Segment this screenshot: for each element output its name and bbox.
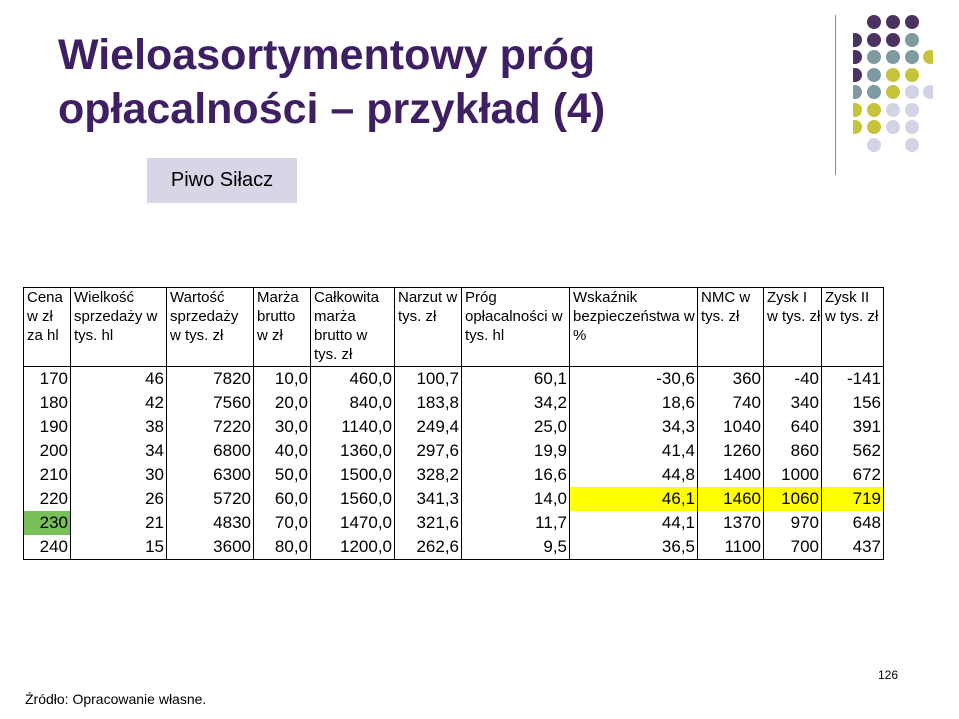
table-cell: 297,6 <box>395 439 462 463</box>
table-cell: 42 <box>71 391 167 415</box>
table-cell: 16,6 <box>462 463 570 487</box>
title-line-2: opłacalności – przykład (4) <box>58 85 606 133</box>
table-row <box>24 415 884 439</box>
dot <box>886 103 900 117</box>
dot <box>905 33 919 47</box>
table-cell: 1400 <box>698 463 764 487</box>
table-cell: 190 <box>24 415 71 439</box>
dot <box>886 50 900 64</box>
table-cell: 460,0 <box>311 367 395 392</box>
table-cell: 34,2 <box>462 391 570 415</box>
dot <box>853 68 862 82</box>
table-cell: 1100 <box>698 535 764 560</box>
dot <box>905 50 919 64</box>
table-row <box>24 391 884 415</box>
table-cell: 7560 <box>167 391 254 415</box>
dot <box>867 138 881 152</box>
table-cell: 840,0 <box>311 391 395 415</box>
dot <box>867 50 881 64</box>
dot <box>853 50 862 64</box>
table-cell: 20,0 <box>254 391 311 415</box>
page-number: 126 <box>878 668 899 682</box>
table-cell: 1040 <box>698 415 764 439</box>
table-cell: 26 <box>71 487 167 511</box>
table-cell: 6300 <box>167 463 254 487</box>
table-cell: 34,3 <box>570 415 698 439</box>
data-table <box>23 287 884 560</box>
title-line-1: Wieloasortymentowy próg <box>58 31 596 79</box>
table-cell: 50,0 <box>254 463 311 487</box>
column-header-profit-2: Zysk II w tys. zł <box>822 288 884 367</box>
table-row <box>24 439 884 463</box>
table-cell: 60,0 <box>254 487 311 511</box>
table-cell: 14,0 <box>462 487 570 511</box>
table-cell: 3600 <box>167 535 254 560</box>
table-cell: 80,0 <box>254 535 311 560</box>
table-cell: 100,7 <box>395 367 462 392</box>
table-cell: 44,8 <box>570 463 698 487</box>
decorative-dot-grid <box>853 12 933 162</box>
dot <box>867 33 881 47</box>
table-cell: 860 <box>764 439 822 463</box>
dot <box>905 103 919 117</box>
table-cell: -30,6 <box>570 367 698 392</box>
table-cell: 36,5 <box>570 535 698 560</box>
table-cell: 44,1 <box>570 511 698 535</box>
table-cell: 10,0 <box>254 367 311 392</box>
table-cell: 15 <box>71 535 167 560</box>
dot <box>905 68 919 82</box>
table-cell: 34 <box>71 439 167 463</box>
table-cell: 30 <box>71 463 167 487</box>
dot <box>867 15 881 29</box>
table-cell: 1560,0 <box>311 487 395 511</box>
table-cell: -141 <box>822 367 884 392</box>
table-cell-highlighted: 719 <box>822 487 884 511</box>
column-header-total-gross-margin: Całkowita marża brutto w tys. zł <box>311 288 395 367</box>
table-cell: 6800 <box>167 439 254 463</box>
dot <box>905 15 919 29</box>
dot <box>886 15 900 29</box>
table-cell: 700 <box>764 535 822 560</box>
dot <box>886 33 900 47</box>
column-header-overhead: Narzut w tys. zł <box>395 288 462 367</box>
table-cell: 200 <box>24 439 71 463</box>
page-title <box>58 28 798 136</box>
dot <box>923 85 933 99</box>
table-cell: 1500,0 <box>311 463 395 487</box>
column-header-gross-margin: Marża brutto w zł <box>254 288 311 367</box>
table-cell: 1000 <box>764 463 822 487</box>
table-cell: 46 <box>71 367 167 392</box>
divider-line <box>835 15 836 175</box>
column-header-sales-value: Wartość sprzedaży w tys. zł <box>167 288 254 367</box>
table-row <box>24 535 884 560</box>
dot <box>867 68 881 82</box>
table-cell: 1200,0 <box>311 535 395 560</box>
table-cell: 240 <box>24 535 71 560</box>
table-cell: 7820 <box>167 367 254 392</box>
table-cell: 210 <box>24 463 71 487</box>
table-cell: 41,4 <box>570 439 698 463</box>
table-cell: 340 <box>764 391 822 415</box>
source-note: Źródło: Opracowanie własne. <box>25 691 207 707</box>
table-cell: 437 <box>822 535 884 560</box>
dot <box>853 103 862 117</box>
table-cell: 1140,0 <box>311 415 395 439</box>
column-header-break-even: Próg opłacalności w tys. hl <box>462 288 570 367</box>
table-cell: 19,9 <box>462 439 570 463</box>
table-cell-highlighted: 230 <box>24 511 71 535</box>
column-header-safety-ratio: Wskaźnik bezpieczeństwa w % <box>570 288 698 367</box>
table-cell: 220 <box>24 487 71 511</box>
table-row <box>24 463 884 487</box>
subtitle-box: Piwo Siłacz <box>147 158 297 203</box>
dot <box>886 120 900 134</box>
table-cell: 18,6 <box>570 391 698 415</box>
table-cell: 328,2 <box>395 463 462 487</box>
dot <box>905 85 919 99</box>
table-cell: 5720 <box>167 487 254 511</box>
table-cell: 672 <box>822 463 884 487</box>
table-cell: 38 <box>71 415 167 439</box>
column-header-profit-1: Zysk I w tys. zł <box>764 288 822 367</box>
table-row <box>24 511 884 535</box>
dot <box>867 103 881 117</box>
table-cell: 180 <box>24 391 71 415</box>
table-cell: 25,0 <box>462 415 570 439</box>
table-cell: 360 <box>698 367 764 392</box>
dot <box>905 138 919 152</box>
table-cell-highlighted: 1460 <box>698 487 764 511</box>
dot <box>886 68 900 82</box>
table-cell: 1360,0 <box>311 439 395 463</box>
column-header-sales-volume: Wielkość sprzedaży w tys. hl <box>71 288 167 367</box>
table-cell: 170 <box>24 367 71 392</box>
table-cell-highlighted: 1060 <box>764 487 822 511</box>
table-cell: 562 <box>822 439 884 463</box>
column-header-price: Cena w zł za hl <box>24 288 71 367</box>
dot <box>905 120 919 134</box>
dot <box>853 120 862 134</box>
table-cell: 21 <box>71 511 167 535</box>
table-cell: 60,1 <box>462 367 570 392</box>
dot <box>923 50 933 64</box>
table-cell: 341,3 <box>395 487 462 511</box>
table-cell: 11,7 <box>462 511 570 535</box>
table-cell: 70,0 <box>254 511 311 535</box>
table-cell: 249,4 <box>395 415 462 439</box>
dot <box>867 120 881 134</box>
table-cell: 321,6 <box>395 511 462 535</box>
table-cell: 262,6 <box>395 535 462 560</box>
table-cell: 156 <box>822 391 884 415</box>
dot <box>853 85 862 99</box>
table-cell: 30,0 <box>254 415 311 439</box>
table-cell: 740 <box>698 391 764 415</box>
table-row <box>24 367 884 392</box>
table-header-row <box>24 288 884 367</box>
dot <box>886 85 900 99</box>
column-header-nmc: NMC w tys. zł <box>698 288 764 367</box>
table-cell: 183,8 <box>395 391 462 415</box>
table-cell-highlighted: 46,1 <box>570 487 698 511</box>
table-cell: 1470,0 <box>311 511 395 535</box>
table-cell: 391 <box>822 415 884 439</box>
table-cell: 1370 <box>698 511 764 535</box>
table-cell: 970 <box>764 511 822 535</box>
table-cell: 648 <box>822 511 884 535</box>
table-cell: 4830 <box>167 511 254 535</box>
table-cell: -40 <box>764 367 822 392</box>
table-row <box>24 487 884 511</box>
dot <box>867 85 881 99</box>
table-cell: 7220 <box>167 415 254 439</box>
dot <box>853 33 862 47</box>
table-cell: 640 <box>764 415 822 439</box>
table-cell: 40,0 <box>254 439 311 463</box>
table-cell: 9,5 <box>462 535 570 560</box>
table-cell: 1260 <box>698 439 764 463</box>
